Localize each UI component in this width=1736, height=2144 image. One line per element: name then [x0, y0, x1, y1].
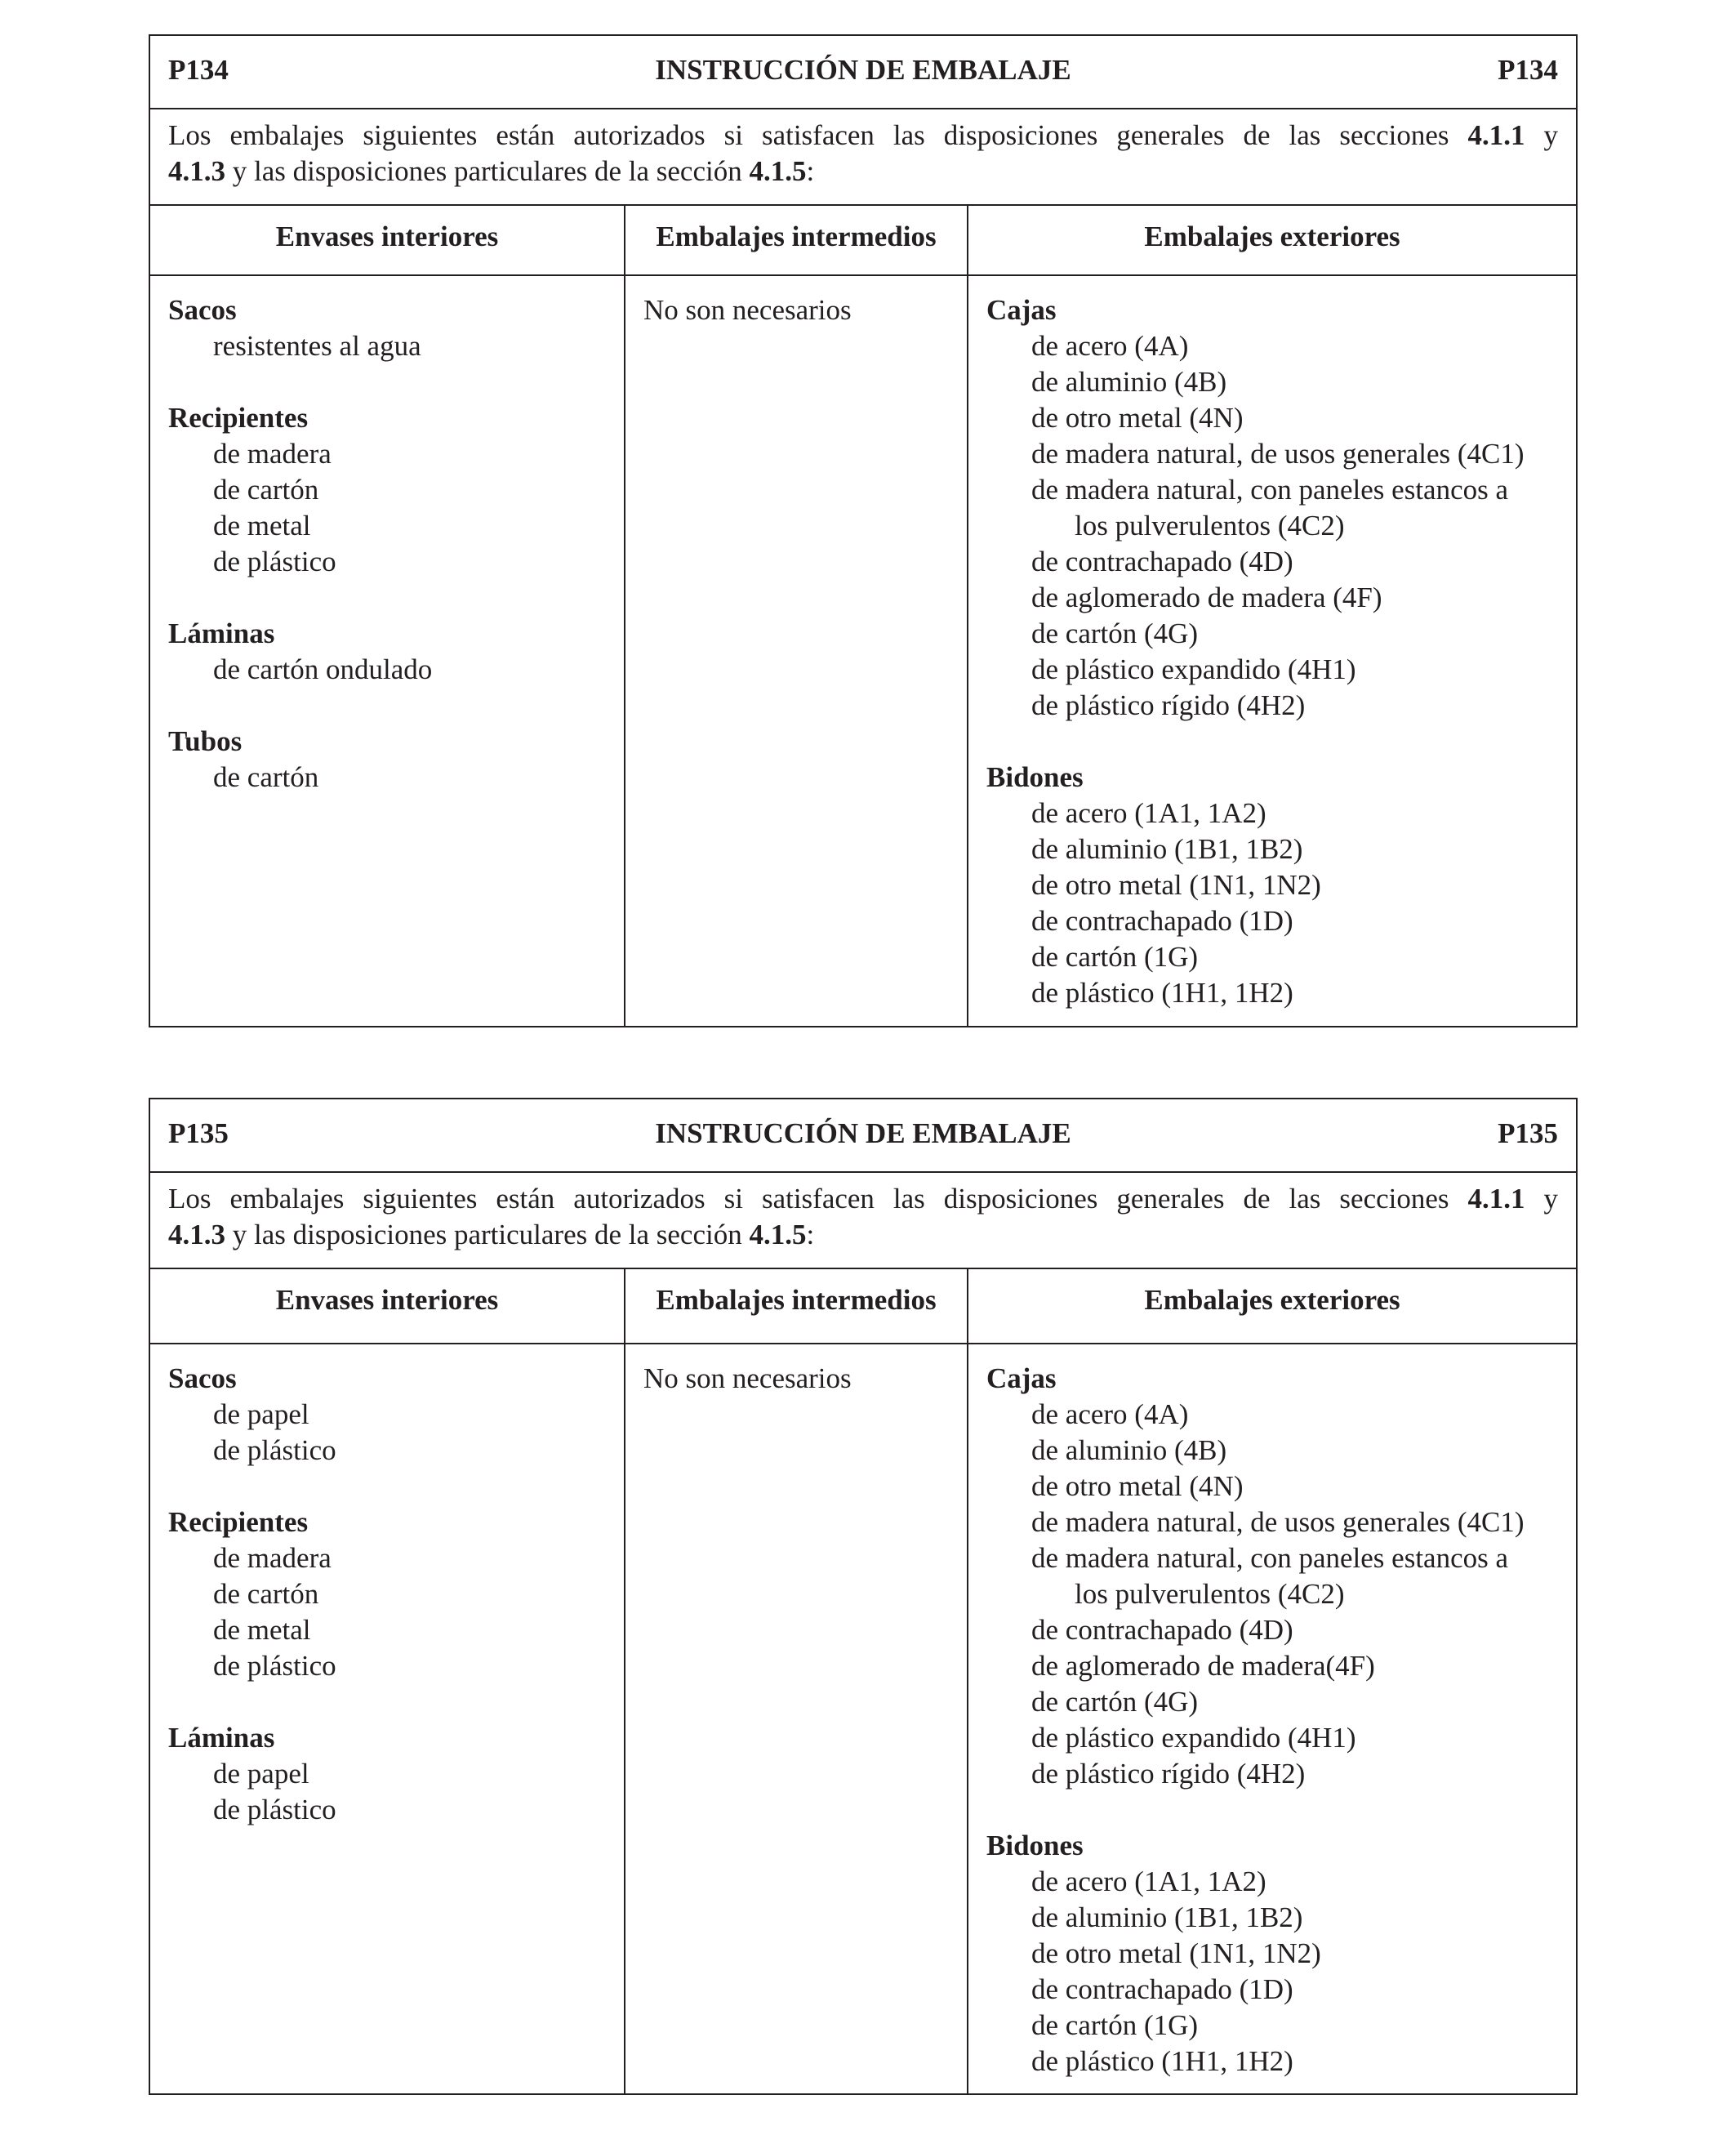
packaging-item: de madera natural, de usos generales (4C1) [1031, 1506, 1525, 1538]
outer-packagings-cell [968, 276, 1576, 1026]
packaging-group-title: Láminas [168, 1722, 275, 1754]
packaging-group-title: Sacos [168, 1362, 237, 1394]
section-ref: 4.1.5 [749, 1219, 807, 1250]
packaging-group [168, 1720, 624, 1828]
packaging-item: de otro metal (1N1, 1N2) [1031, 869, 1321, 901]
section-ref: 4.1.3 [168, 155, 225, 187]
packaging-item: de plástico [213, 1434, 336, 1466]
packaging-item: de madera [213, 1542, 332, 1574]
packaging-item: de aluminio (1B1, 1B2) [1031, 833, 1303, 865]
column-body-row [150, 1344, 1576, 2093]
header-intermediate-packagings: Embalajes intermedios [625, 1269, 968, 1343]
packaging-item: de cartón (1G) [1031, 941, 1199, 973]
packaging-item: de plástico [213, 1794, 336, 1825]
packaging-item: de plástico (1H1, 1H2) [1031, 977, 1293, 1009]
packaging-item: de acero (1A1, 1A2) [1031, 1865, 1266, 1897]
packaging-group [986, 1828, 1576, 2079]
packaging-item: de cartón [213, 474, 319, 506]
packaging-group [168, 1504, 624, 1684]
intermediate-text: No son necesarios [643, 1362, 852, 1394]
header-inner-packagings: Envases interiores [150, 206, 625, 274]
packaging-item: de cartón [213, 761, 319, 793]
instruction-intro [150, 109, 1576, 206]
packaging-item: de aglomerado de madera (4F) [1031, 582, 1382, 613]
intro-text: y [1525, 1183, 1559, 1215]
instruction-code-left: P134 [168, 54, 229, 86]
packaging-item: de cartón (4G) [1031, 1686, 1199, 1718]
packaging-item: de otro metal (4N) [1031, 1470, 1244, 1502]
packaging-group [168, 292, 624, 364]
packaging-group-title: Sacos [168, 294, 237, 326]
packaging-item: de otro metal (1N1, 1N2) [1031, 1937, 1321, 1969]
packaging-item: de plástico (1H1, 1H2) [1031, 2045, 1293, 2077]
packaging-item: de contrachapado (1D) [1031, 905, 1293, 937]
inner-packagings-cell [150, 276, 625, 1026]
inner-packagings-cell [150, 1344, 625, 2093]
column-header-row [150, 1269, 1576, 1344]
packaging-group [986, 760, 1576, 1011]
packaging-item: de madera [213, 438, 332, 470]
packaging-item: de aluminio (1B1, 1B2) [1031, 1901, 1303, 1933]
column-header-row [150, 206, 1576, 276]
packaging-item: de aluminio (4B) [1031, 1434, 1227, 1466]
intermediate-text: No son necesarios [643, 294, 852, 326]
intro-text: Los embalajes siguientes están autorizados si satisfacen las disposiciones generales de las secciones [168, 119, 1468, 151]
packaging-item: de cartón [213, 1578, 319, 1610]
intro-text: y [1525, 119, 1559, 151]
packaging-item: de cartón (1G) [1031, 2009, 1199, 2041]
intermediate-packagings-cell [625, 276, 968, 1026]
instruction-title: INSTRUCCIÓN DE EMBALAJE [655, 1117, 1071, 1149]
packaging-item: de otro metal (4N) [1031, 402, 1244, 434]
packaging-item: de plástico rígido (4H2) [1031, 1758, 1306, 1790]
section-ref: 4.1.1 [1467, 119, 1525, 151]
packaging-group [168, 724, 624, 796]
packaging-item: de contrachapado (4D) [1031, 1614, 1293, 1646]
packaging-item: de contrachapado (1D) [1031, 1973, 1293, 2005]
packaging-item: de papel [213, 1758, 309, 1790]
outer-packagings-cell [968, 1344, 1576, 2093]
packaging-group-title: Láminas [168, 617, 275, 649]
packaging-item: de madera natural, de usos generales (4C1) [1031, 438, 1525, 470]
packaging-item: los pulverulentos (4C2) [1075, 510, 1345, 542]
packaging-item: de plástico [213, 1650, 336, 1682]
packaging-group [168, 616, 624, 688]
packaging-group-title: Bidones [986, 1830, 1084, 1861]
packaging-item: de plástico [213, 546, 336, 577]
packaging-group-title: Cajas [986, 294, 1057, 326]
instruction-title-row [150, 36, 1576, 109]
packaging-group [986, 292, 1576, 724]
intro-text: : [806, 155, 815, 187]
packaging-item: de plástico rígido (4H2) [1031, 689, 1306, 721]
packaging-item: de aglomerado de madera(4F) [1031, 1650, 1375, 1682]
packaging-group [986, 1361, 1576, 1792]
packaging-group [168, 400, 624, 580]
packaging-item: de acero (4A) [1031, 1398, 1189, 1430]
instruction-title-row [150, 1099, 1576, 1173]
packaging-item: de cartón ondulado [213, 653, 433, 685]
packaging-item: de plástico expandido (4H1) [1031, 653, 1356, 685]
instruction-intro [150, 1173, 1576, 1269]
intro-text: Los embalajes siguientes están autorizados si satisfacen las disposiciones generales de las secciones [168, 1183, 1468, 1215]
packaging-group [168, 1361, 624, 1469]
packaging-item: de aluminio (4B) [1031, 366, 1227, 398]
packaging-item: de contrachapado (4D) [1031, 546, 1293, 577]
intermediate-packagings-cell [625, 1344, 968, 2093]
packaging-item: resistentes al agua [213, 330, 421, 362]
packaging-item: de plástico expandido (4H1) [1031, 1722, 1356, 1754]
instruction-code-right: P135 [1498, 1117, 1558, 1149]
instruction-title: INSTRUCCIÓN DE EMBALAJE [655, 54, 1071, 86]
packing-instruction-p134 [149, 34, 1578, 1027]
packaging-group-title: Tubos [168, 725, 243, 757]
intro-text: y las disposiciones particulares de la sección [225, 155, 750, 187]
packaging-item: de madera natural, con paneles estancos a [1031, 1542, 1509, 1574]
header-inner-packagings: Envases interiores [150, 1269, 625, 1343]
intro-text: : [806, 1219, 815, 1250]
packaging-group-title: Cajas [986, 1362, 1057, 1394]
packaging-item: los pulverulentos (4C2) [1075, 1578, 1345, 1610]
instruction-code-left: P135 [168, 1117, 229, 1149]
packaging-item: de papel [213, 1398, 309, 1430]
instruction-code-right: P134 [1498, 54, 1558, 86]
intro-text: y las disposiciones particulares de la sección [225, 1219, 750, 1250]
packaging-item: de acero (4A) [1031, 330, 1189, 362]
packaging-item: de madera natural, con paneles estancos a [1031, 474, 1509, 506]
packaging-group-title: Recipientes [168, 1506, 309, 1538]
packaging-group-title: Recipientes [168, 402, 309, 434]
packing-instruction-p135 [149, 1098, 1578, 2095]
packaging-item: de metal [213, 510, 311, 542]
packaging-item: de acero (1A1, 1A2) [1031, 797, 1266, 829]
column-body-row [150, 276, 1576, 1026]
header-outer-packagings: Embalajes exteriores [1144, 221, 1400, 252]
section-ref: 4.1.1 [1467, 1183, 1525, 1215]
header-intermediate-packagings: Embalajes intermedios [625, 206, 968, 274]
section-ref: 4.1.3 [168, 1219, 225, 1250]
section-ref: 4.1.5 [749, 155, 807, 187]
header-outer-packagings: Embalajes exteriores [1144, 1284, 1400, 1316]
packaging-item: de metal [213, 1614, 311, 1646]
packaging-group-title: Bidones [986, 761, 1084, 793]
packaging-item: de cartón (4G) [1031, 617, 1199, 649]
